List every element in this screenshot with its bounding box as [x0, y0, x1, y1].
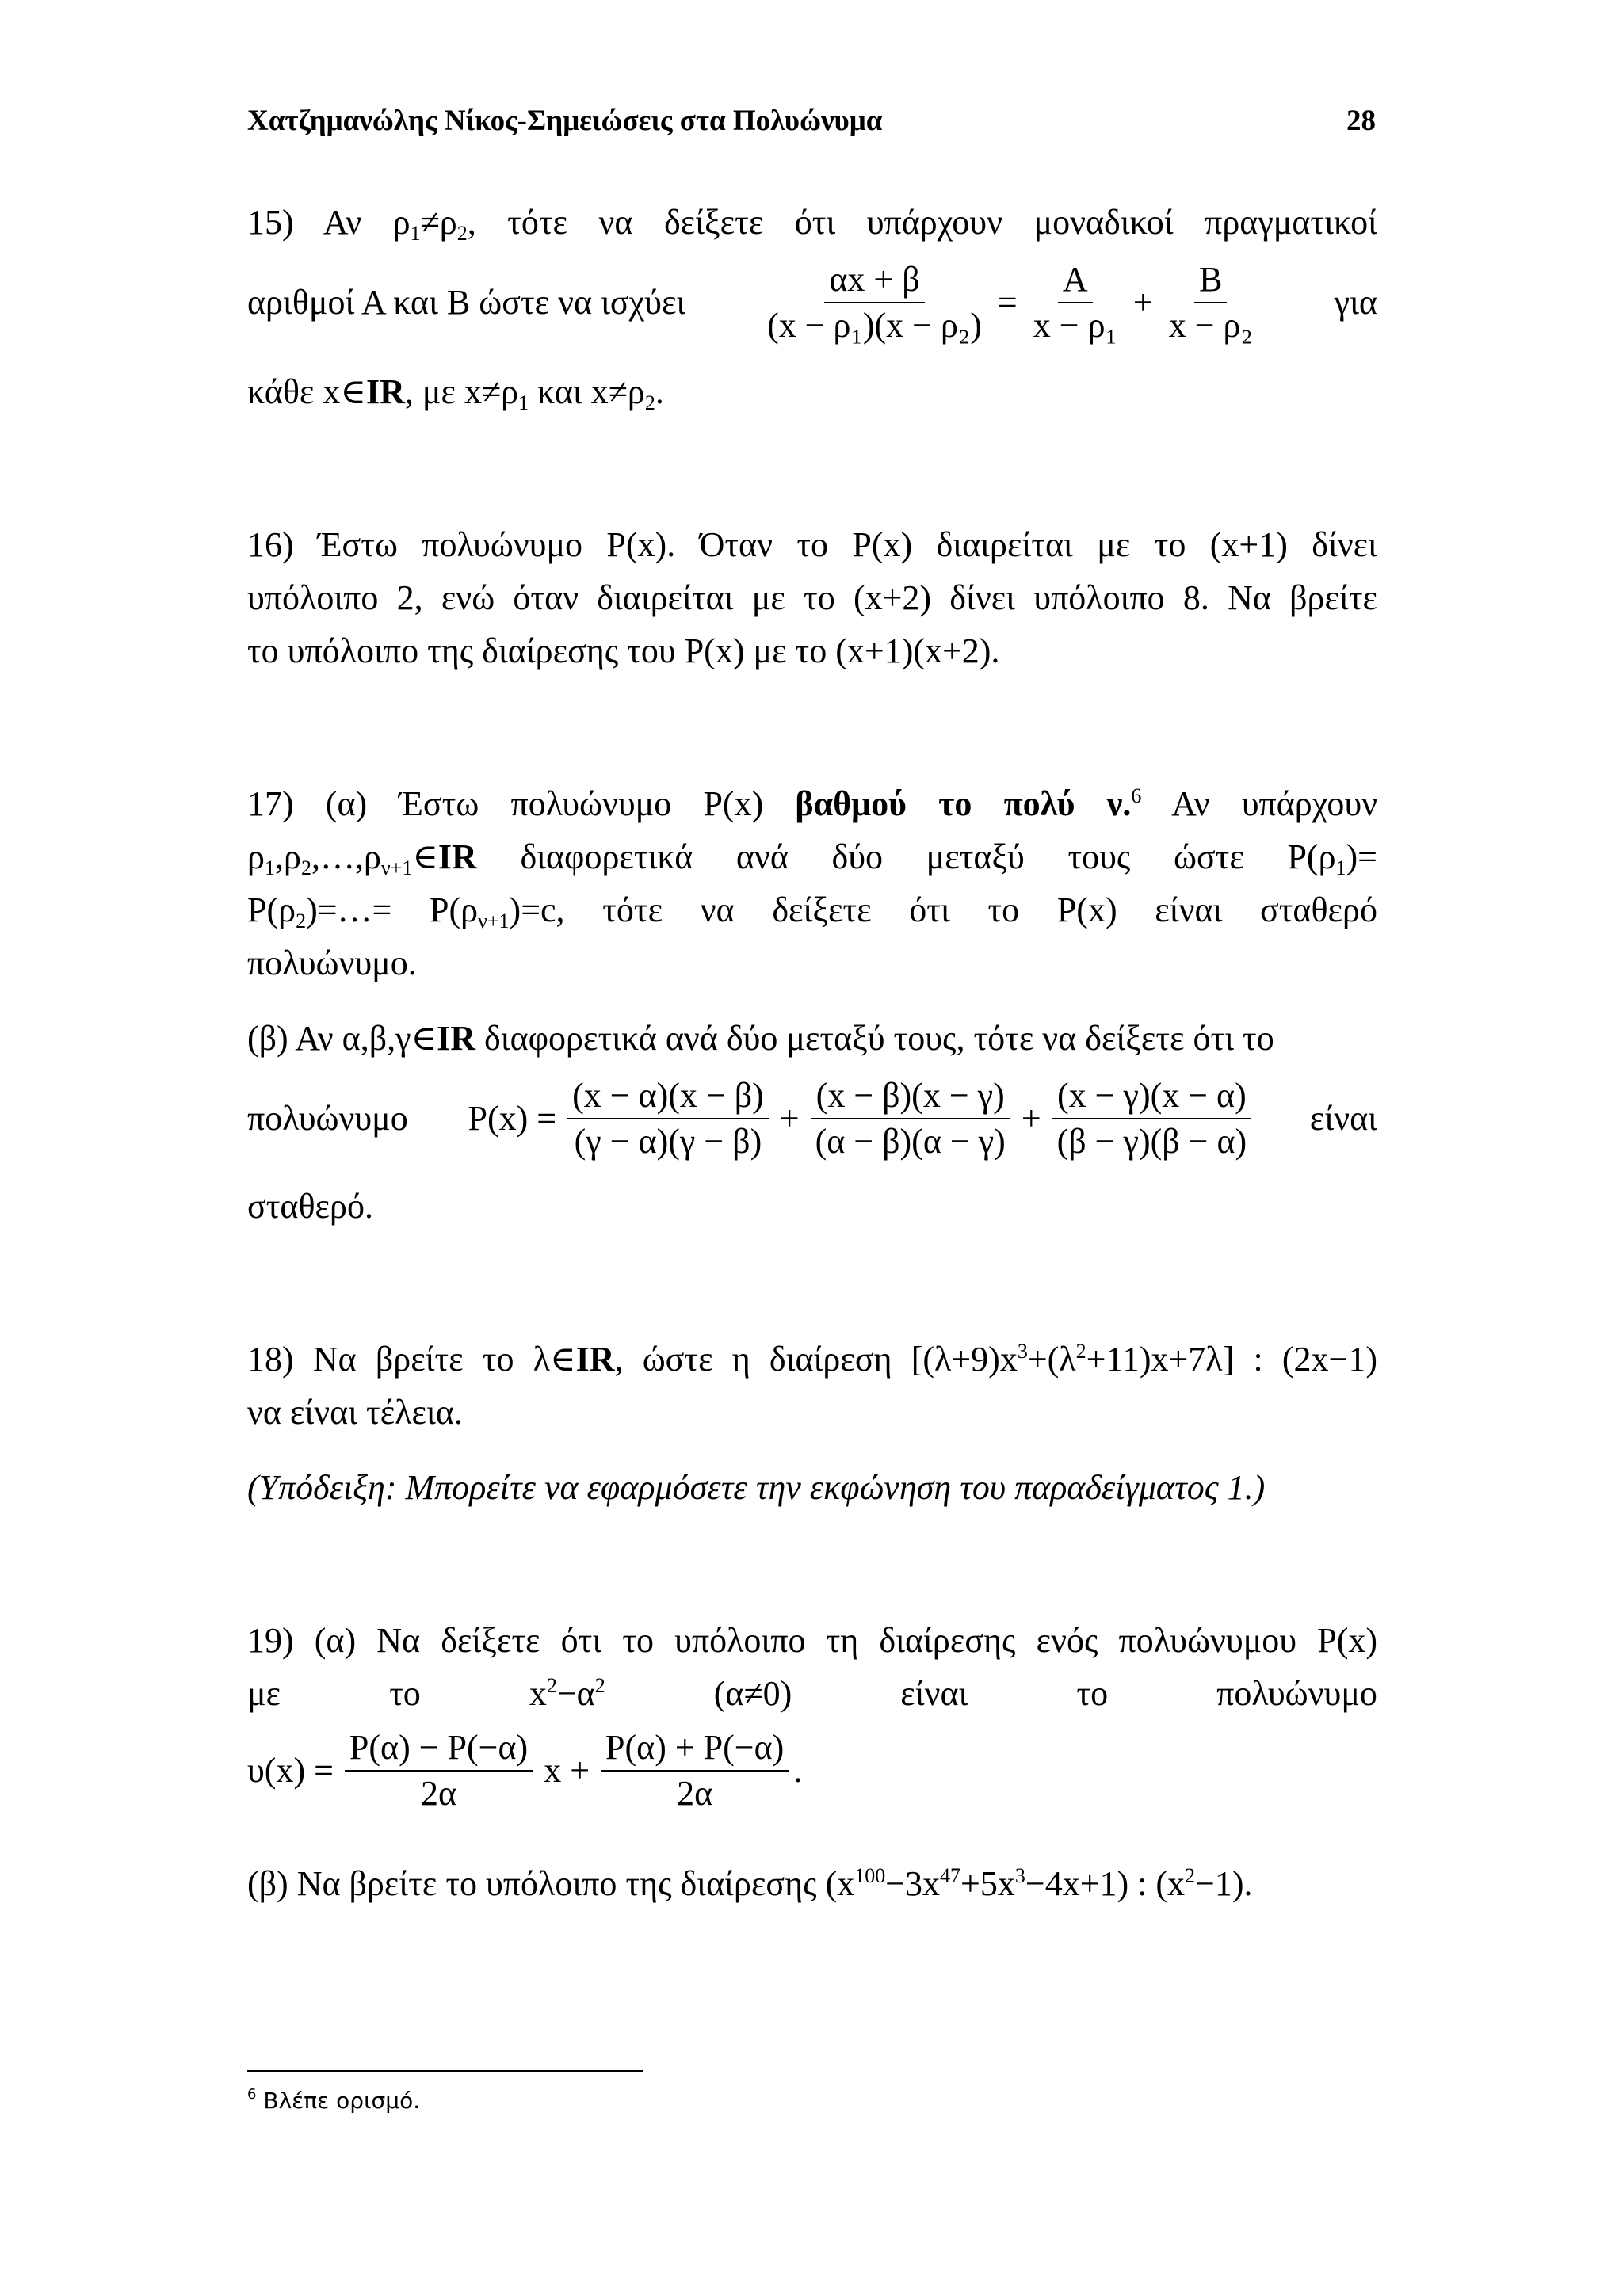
footnote-marker: 6	[247, 2086, 257, 2103]
exercise-17-line-1: 17) (α) Έστω πολυώνυμο P(x) βαθμού το πολύ ν.$^6$ Αν υπάρχουν	[247, 784, 1377, 823]
exercise-15-lead-text: αριθμοί Α και Β ώστε να ισχύει	[247, 283, 686, 322]
exercise-17b-line-3: σταθερό.	[247, 1187, 373, 1226]
exercise-19-line-2: με το $x^2-\alpha^2$ (α≠0) είναι το πολυώνυμο	[247, 1674, 1377, 1713]
exercise-19-formula-line	[247, 1723, 1377, 1818]
fraction-term-1: $\frac{(x - \alpha)(x - \beta)}{(\gamma - \alpha)(\gamma - \beta)}$	[567, 1075, 769, 1162]
exercise-18-line-2: να είναι τέλεια.	[247, 1393, 463, 1432]
footnote-text: Βλέπε ορισμό.	[256, 2088, 421, 2114]
fraction-odd-part: $\frac{P(\alpha) - P(-\alpha)}{2\alpha}$	[345, 1727, 533, 1814]
lagrange-polynomial-formula: P(x) = $\frac{(x - \alpha)(x - \beta)}{(\gamma - \alpha)(\gamma - \beta)}$ + $\frac{(x - \beta)(x - \gamma)}{(\alpha - \beta)(\alpha - \gamma)}$ + $\frac{(x - \gamma)(x - \alpha)}{(\beta - \gamma)(\beta - \alpha)}$	[462, 1075, 1257, 1162]
fraction-term-3: $\frac{(x - \gamma)(x - \alpha)}{(\beta - \gamma)(\beta - \alpha)}$	[1052, 1075, 1252, 1162]
exercise-16-line-3: το υπόλοιπο της διαίρεσης του P(x) με το (x+1)(x+2).	[247, 631, 1000, 670]
exercise-16-line-2: υπόλοιπο 2, ενώ όταν διαιρείται με το (x+2) δίνει υπόλοιπο 8. Να βρείτε	[247, 578, 1377, 617]
exercise-17b-formula-line	[247, 1071, 1377, 1166]
fraction-b: $\frac{B}{\text{x − ρ₂}}$	[1168, 260, 1253, 345]
exercise-17-line-3: $P(\rho_2)=\dots= P(\rho_{\nu+1})=c$, τότε να δείξετε ότι το P(x) είναι σταθερό	[247, 891, 1377, 933]
page-number: 28	[1346, 104, 1376, 137]
exercise-15-line-3: κάθε x∈IR, με $x\ne\rho_1$ και $x\ne\rho_2$.	[247, 372, 664, 414]
exercise-17-line-2: $\rho_1,\rho_2,\dots,\rho_{\nu+1}\in IR$ διαφορετικά ανά δύο μεταξύ τους ώστε $P(\rho_1)=$	[247, 837, 1377, 879]
exercise-15-tail: για	[1334, 283, 1377, 322]
exercise-17b-lead: πολυώνυμο	[247, 1099, 408, 1138]
fraction-main: $\frac{\alpha x + \beta}{\text{(x − ρ₁)(x − ρ₂)}}$	[767, 260, 982, 345]
exercise-15-line-1: 15) Αν $\rho_1\ne\rho_2$, τότε να δείξετε ότι υπάρχουν μοναδικοί πραγματικοί	[247, 203, 1377, 245]
footnote-rule	[247, 2070, 643, 2072]
exercise-19b-line: (β) Να βρείτε το υπόλοιπο της διαίρεσης $(x^{100}-3x^{47}+5x^3-4x+1)$ : $(x^2-1)$.	[247, 1864, 1253, 1903]
fraction-term-2: $\frac{(x - \beta)(x - \gamma)}{(\alpha - \beta)(\alpha - \gamma)}$	[811, 1075, 1010, 1162]
exercise-18-hint: (Υπόδειξη: Μπορείτε να εφαρμόσετε την εκφώνηση του παραδείγματος 1.)	[247, 1468, 1266, 1507]
remainder-formula: υ(x) = $\frac{P(\alpha) - P(-\alpha)}{2\alpha}$ x + $\frac{P(\alpha) + P(-\alpha)}{2\alpha}$ .	[247, 1728, 803, 1813]
exercise-17b-line-1: (β) Αν α,β,γ∈IR διαφορετικά ανά δύο μεταξύ τους, τότε να δείξετε ότι το	[247, 1019, 1274, 1058]
exercise-18-line-1: 18) Να βρείτε το λ∈IR, ώστε η διαίρεση $[(\lambda+9)x^3+(\lambda^2+11)x+7\lambda]$ : (2x−1)	[247, 1340, 1378, 1379]
exercise-16-line-1: 16) Έστω πολυώνυμο P(x). Όταν το P(x) διαιρείται με το (x+1) δίνει	[247, 525, 1377, 564]
footnote	[247, 2085, 420, 2117]
fraction-a: $\frac{A}{\text{x − ρ₁}}$	[1033, 260, 1117, 345]
fraction-even-part: $\frac{P(\alpha) + P(-\alpha)}{2\alpha}$	[601, 1727, 789, 1814]
exercise-17-line-4: πολυώνυμο.	[247, 944, 417, 982]
exercise-17b-tail: είναι	[1309, 1099, 1377, 1138]
exercise-15-formula-line	[247, 255, 1377, 350]
exercise-19-line-1: 19) (α) Να δείξετε ότι το υπόλοιπο τη διαίρεσης ενός πολυώνυμου P(x)	[247, 1621, 1377, 1660]
page-header	[247, 98, 1376, 143]
partial-fraction-formula: $\frac{\alpha x + \beta}{\text{(x − ρ₁)(x − ρ₂)}}$ = $\frac{A}{\text{x − ρ₁}}$ + $\frac{B}{\text{x − ρ₂}}$	[758, 259, 1262, 346]
header-title: Χατζημανώλης Νίκος-Σημειώσεις στα Πολυώνυμα	[247, 104, 883, 137]
